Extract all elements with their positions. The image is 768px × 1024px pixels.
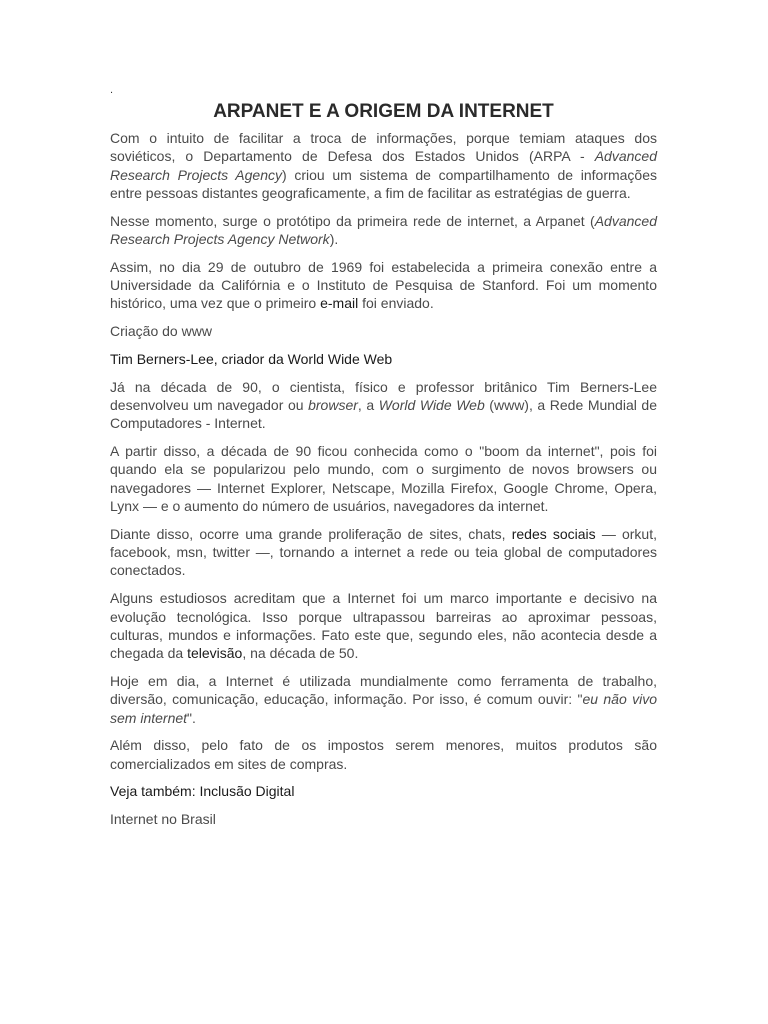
- paragraph-text: ).: [329, 230, 339, 247]
- digital-inclusion-link[interactable]: Inclusão Digital: [199, 783, 295, 800]
- document-page: [110, 84, 657, 838]
- paragraph-text: foi enviado.: [358, 295, 434, 312]
- paragraph-text: Diante disso, ocorre uma grande proliferação de sites, chats,: [110, 525, 512, 542]
- paragraph-proliferation: [110, 525, 657, 580]
- paragraph-arpa: [110, 129, 657, 202]
- paragraph-text: Com o intuito de facilitar a troca de informações, porque temiam ataques dos soviéticos, o Departamento de Defesa dos Estados Unidos (ARPA -: [110, 130, 657, 165]
- paragraph-berners-lee: [110, 378, 657, 433]
- paragraph-today: [110, 672, 657, 727]
- paragraph-evolution: [110, 589, 657, 662]
- page-title: ARPANET E A ORIGEM DA INTERNET: [213, 101, 554, 122]
- email-link[interactable]: e-mail: [320, 295, 359, 312]
- italic-term: browser: [308, 397, 358, 414]
- italic-quote: eu não vivo sem internet: [110, 691, 657, 726]
- television-link[interactable]: televisão: [187, 645, 243, 662]
- paragraph-text: Já na década de 90, o cientista, físico e professor britânico Tim Berners-Lee desenvolveu um navegador ou: [110, 378, 657, 414]
- paragraph-text: ".: [187, 709, 196, 726]
- italic-term: World Wide Web: [378, 397, 485, 414]
- paragraph-text: Hoje em dia, a Internet é utilizada mundialmente como ferramenta de trabalho, diversão, comunicação, educação, informação. Por isso, é comum ouvir: ": [110, 672, 657, 708]
- see-also: [110, 782, 657, 800]
- paragraph-taxes: Além disso, pelo fato de os impostos serem menores, muitos produtos são comercializados em sites de compras.: [110, 737, 657, 772]
- paragraph-internet-boom: A partir disso, a década de 90 ficou conhecida como o "boom da internet", pois foi quando ela se popularizou pelo mundo, com o surgimento de novos browsers ou navegadores — Internet Explorer, Netscape, Mozilla Firefox, Google Chrome, Opera, Lynx — e o aumento do número de usuários, navegadores da internet.: [110, 443, 657, 515]
- paragraph-text: ) criou um sistema de compartilhamento de informações entre pessoas distantes geograficamente, a fim de facilitar as estratégias de guerra.: [110, 166, 657, 201]
- section-heading-brasil: Internet no Brasil: [110, 811, 216, 828]
- paragraph-first-connection: [110, 258, 657, 313]
- section-heading-www: Criação do www: [110, 323, 212, 340]
- paragraph-text: Nesse momento, surge o protótipo da primeira rede de internet, a Arpanet (: [110, 212, 595, 229]
- italic-term: Advanced Research Projects Agency: [110, 148, 657, 183]
- italic-term: Advanced Research Projects Agency Network: [110, 212, 657, 247]
- paragraph-text: (www), a Rede Mundial de Computadores - Internet.: [110, 397, 657, 432]
- paragraph-text: , na década de 50.: [242, 645, 359, 662]
- paragraph-text: — orkut, facebook, msn, twitter —, tornando a internet a rede ou teia global de computadores conectados.: [110, 525, 657, 579]
- paragraph-arpanet: [110, 212, 657, 249]
- social-networks-link[interactable]: redes sociais: [511, 525, 596, 542]
- see-also-label: Veja também:: [110, 783, 200, 800]
- paragraph-text: Assim, no dia 29 de outubro de 1969 foi estabelecida a primeira conexão entre a Universidade da Califórnia e o Instituto de Pesquisa de Stanford. Foi um momento histórico, uma vez que o primeiro: [110, 258, 657, 312]
- paragraph-text: Alguns estudiosos acreditam que a Internet foi um marco importante e decisivo na evolução tecnológica. Isso porque ultrapassou barreiras ao aproximar pessoas, culturas, mundos e informações. Fato este que, segundo eles, não acontecia desde a chegada da: [110, 590, 657, 662]
- page-marker: .: [110, 84, 114, 96]
- paragraph-text: , a: [357, 397, 379, 414]
- image-caption: Tim Berners-Lee, criador da World Wide Web: [110, 350, 393, 367]
